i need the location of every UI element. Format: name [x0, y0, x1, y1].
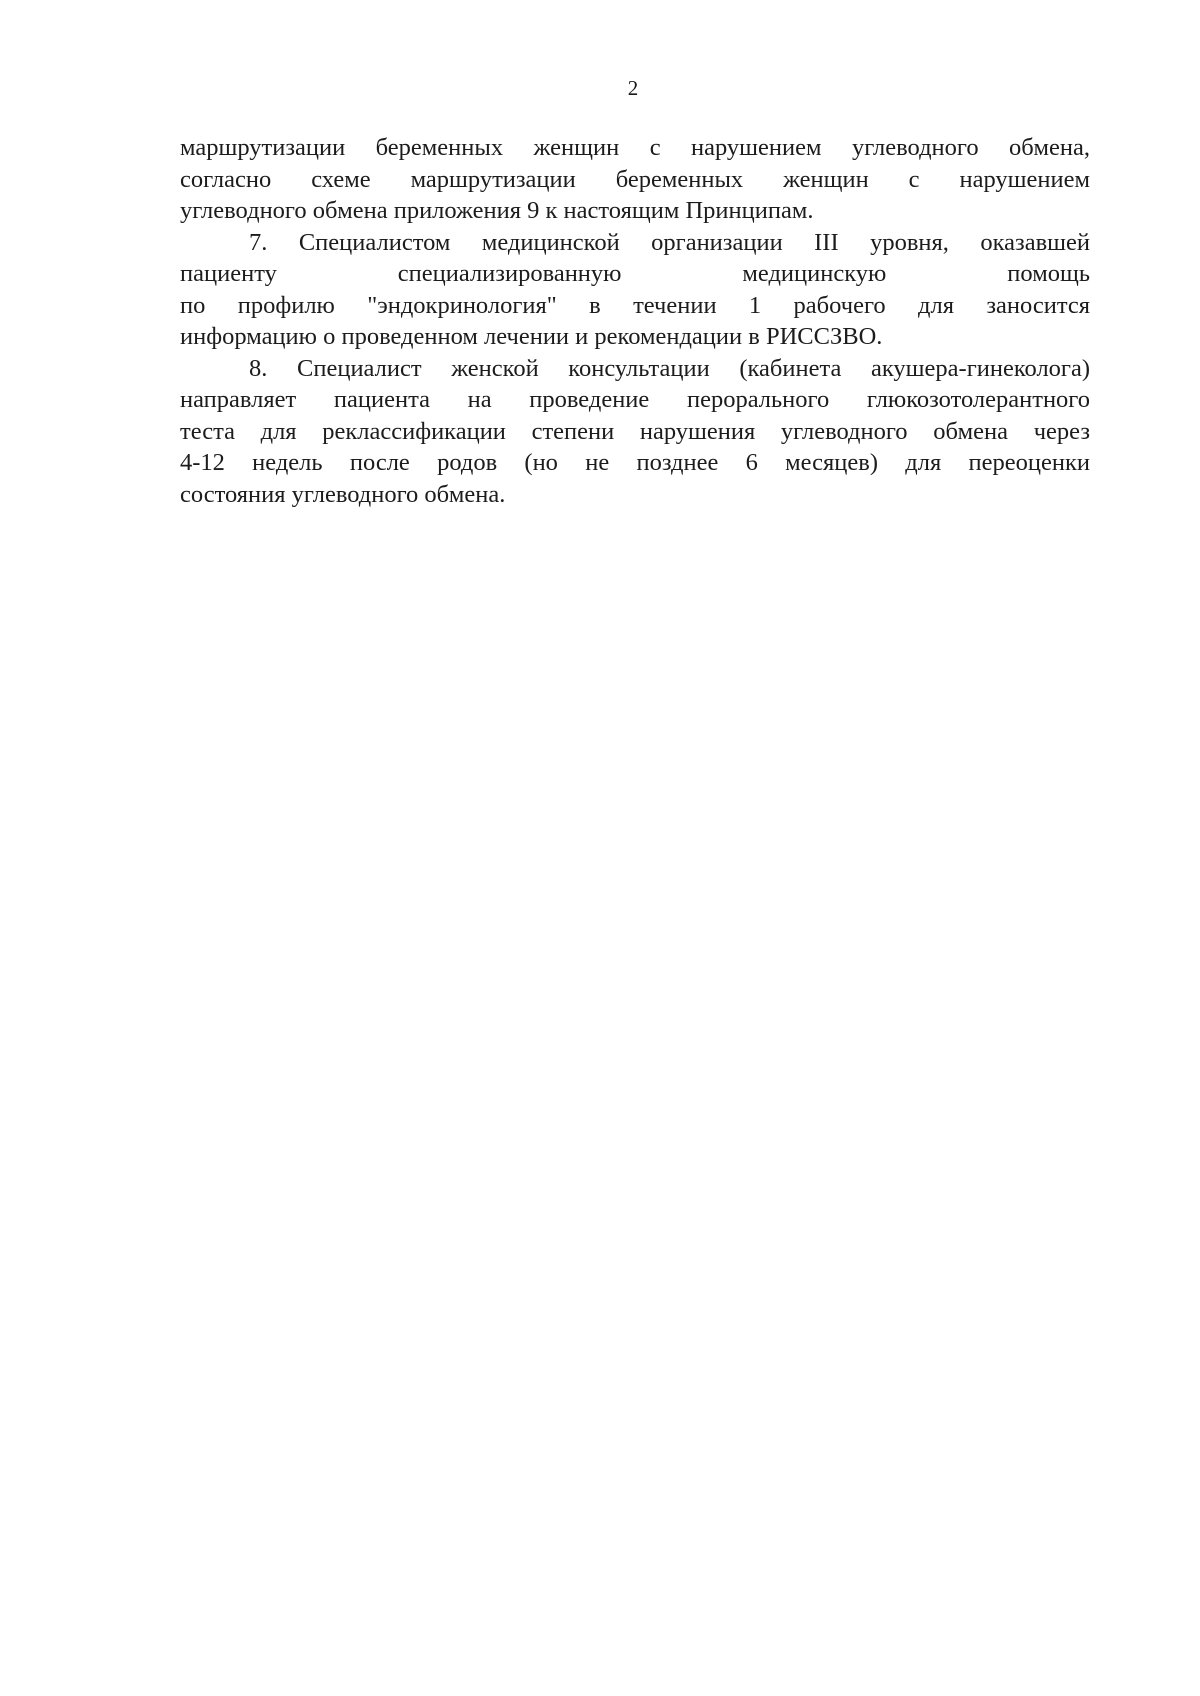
- text-line: маршрутизации беременных женщин с нарушением углеводного обмена,: [180, 134, 1090, 161]
- paragraph-item-8: [180, 353, 1090, 511]
- document-body: [180, 132, 1090, 510]
- text-line: информацию о проведенном лечении и рекомендации в РИССЗВО.: [180, 323, 883, 350]
- text-line: 4-12 недель после родов (но не позднее 6 месяцев) для переоценки: [180, 449, 1090, 476]
- text-line: 7. Специалистом медицинской организации III уровня, оказавшей: [249, 228, 1090, 256]
- text-line: теста для реклассификации степени нарушения углеводного обмена через: [180, 417, 1090, 445]
- text-line: согласно схеме маршрутизации беременных женщин с нарушением: [180, 165, 1090, 193]
- text-line: пациенту специализированную медицинскую помощь: [180, 260, 1090, 287]
- page-number: 2: [627, 76, 639, 100]
- text-line: 8. Специалист женской консультации (кабинета акушера-гинеколога): [249, 354, 1090, 382]
- text-line: направляет пациента на проведение перорального глюкозотолерантного: [180, 386, 1090, 413]
- text-line: углеводного обмена приложения 9 к настоящим Принципам.: [180, 197, 814, 224]
- text-line: состояния углеводного обмена.: [180, 480, 506, 508]
- text-line: по профилю "эндокринология" в течении 1 рабочего для заносится: [180, 291, 1090, 319]
- paragraph-item-7: [180, 227, 1090, 353]
- paragraph-routing: [180, 132, 1090, 227]
